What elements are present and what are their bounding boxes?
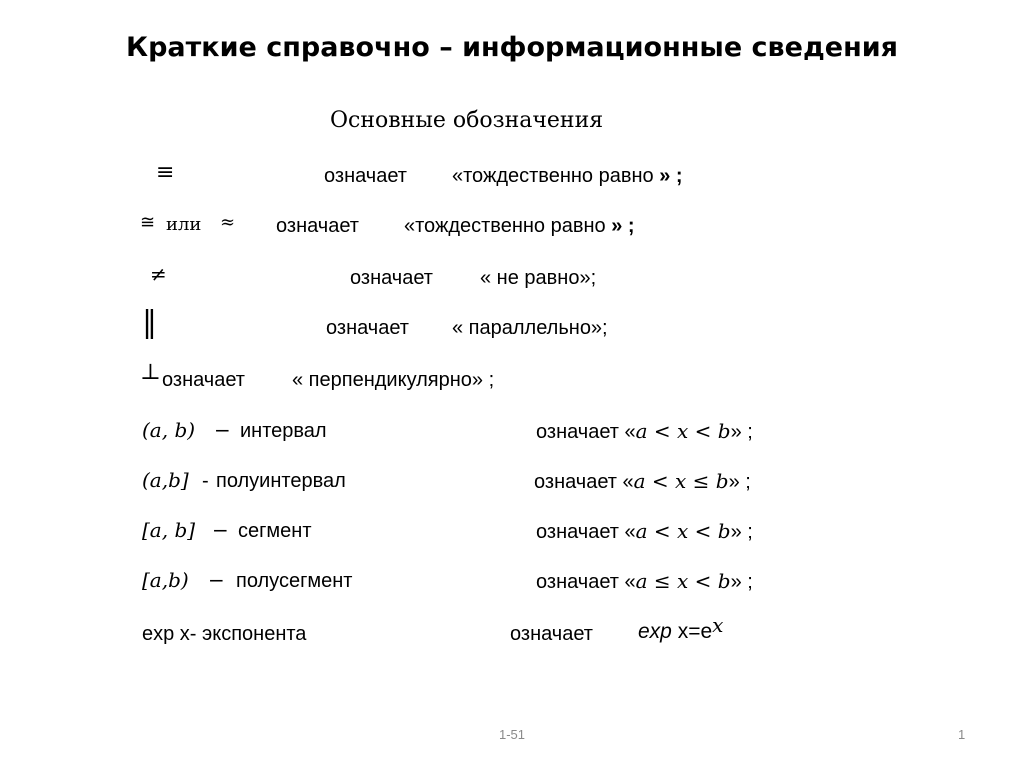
means-label: означает: [510, 623, 593, 645]
slide-number-range: 1-51: [498, 727, 526, 742]
notation-label: интервал: [240, 420, 327, 442]
meaning-text: « не равно»;: [480, 267, 597, 289]
means-label: означает: [276, 215, 359, 237]
means-label: означает: [162, 369, 245, 391]
notation-label: полусегмент: [236, 570, 353, 592]
dash: −: [212, 518, 229, 542]
page-number: 1: [958, 727, 966, 742]
means-label: означает: [326, 317, 409, 339]
dash: −: [208, 568, 225, 592]
notation-label: exp x- экспонента: [142, 623, 307, 645]
exp-formula: $\exp x=e^x$: [638, 613, 724, 643]
dash: -: [202, 470, 209, 492]
means-label: означает: [324, 165, 407, 187]
or-word: или: [166, 214, 202, 235]
congruent-symbol: ≅: [140, 212, 156, 233]
means-label: означает: [350, 267, 433, 289]
meaning-text: « перпендикулярно» ;: [292, 369, 495, 391]
half-interval-notation: (a,b]: [142, 468, 189, 492]
parallel-symbol: ‖: [142, 305, 157, 340]
notation-label: полуинтервал: [216, 470, 346, 492]
section-subtitle: Основные обозначения: [330, 108, 604, 133]
half-segment-notation: [a,b): [142, 568, 189, 592]
meaning-text: означает «a < x ≤ b» ;: [534, 469, 751, 493]
meaning-text: означает «a < x < b» ;: [536, 419, 753, 443]
meaning-text: «тождественно равно » ;: [452, 165, 683, 187]
meaning-text: означает «a < x < b» ;: [536, 519, 753, 543]
not-equal-symbol: ≠: [150, 262, 167, 286]
dash: −: [214, 418, 231, 442]
notation-label: сегмент: [238, 520, 312, 542]
segment-notation: [a, b]: [142, 518, 196, 542]
identical-symbol: ≡: [156, 160, 175, 185]
meaning-text: означает «a ≤ x < b» ;: [536, 569, 753, 593]
page-title: Краткие справочно – информационные сведения: [126, 32, 898, 63]
meaning-text: «тождественно равно » ;: [404, 215, 635, 237]
approx-symbol: ≈: [220, 212, 236, 233]
interval-notation: (a, b): [142, 418, 196, 442]
meaning-text: « параллельно»;: [452, 317, 608, 339]
perpendicular-symbol: ⊥: [140, 360, 161, 385]
